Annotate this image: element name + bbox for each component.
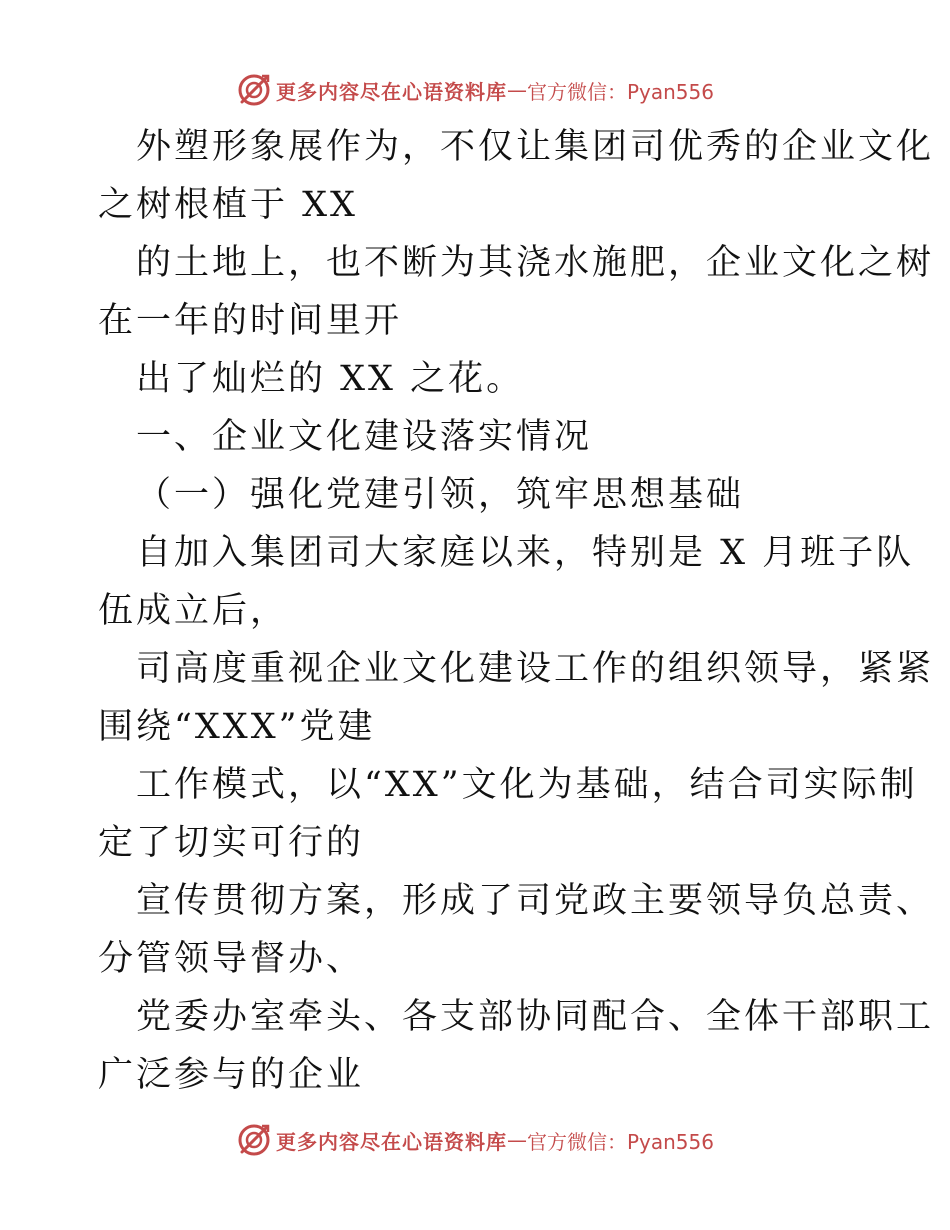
body-line: 工作模式，以“XX”文化为基础，结合司实际制 — [136, 765, 918, 805]
body-line: 在一年的时间里开 — [98, 301, 403, 341]
body-line: 的土地上，也不断为其浇水施肥，企业文化之树 — [136, 243, 935, 283]
body-line: 党委办室牵头、各支部协同配合、全体干部职工 — [136, 997, 935, 1037]
watermark-account: 官方微信：Pyan556 — [526, 79, 714, 104]
body-line: 外塑形象展作为，不仅让集团司优秀的企业文化 — [136, 127, 935, 167]
logo-icon — [236, 1122, 272, 1158]
document-body — [98, 118, 935, 1104]
body-line: 出了灿烂的 XX 之花。 — [136, 359, 525, 399]
body-line: 分管领导督办、 — [98, 939, 365, 979]
body-line: 伍成立后， — [98, 591, 289, 631]
watermark-separator: — — [506, 1128, 527, 1152]
section-heading: 一、企业文化建设落实情况 — [136, 417, 593, 457]
footer-watermark — [0, 1120, 950, 1160]
watermark-account: 官方微信：Pyan556 — [526, 1129, 714, 1154]
body-line: 宣传贯彻方案，形成了司党政主要领导负总责、 — [136, 881, 935, 921]
logo-icon — [236, 72, 272, 108]
body-line: 自加入集团司大家庭以来，特别是 X 月班子队 — [136, 533, 915, 573]
watermark-brand: 更多内容尽在心语资料库 — [275, 1129, 507, 1154]
watermark-separator: — — [506, 78, 527, 102]
body-line: 司高度重视企业文化建设工作的组织领导，紧紧 — [136, 649, 935, 689]
body-line: 广泛参与的企业 — [98, 1055, 365, 1095]
subsection-heading: （一）强化党建引领，筑牢思想基础 — [136, 475, 745, 515]
body-line: 之树根植于 XX — [98, 185, 358, 225]
header-watermark — [0, 70, 950, 110]
body-line: 定了切实可行的 — [98, 823, 365, 863]
body-line: 围绕“XXX”党建 — [98, 707, 376, 747]
watermark-brand: 更多内容尽在心语资料库 — [275, 79, 507, 104]
